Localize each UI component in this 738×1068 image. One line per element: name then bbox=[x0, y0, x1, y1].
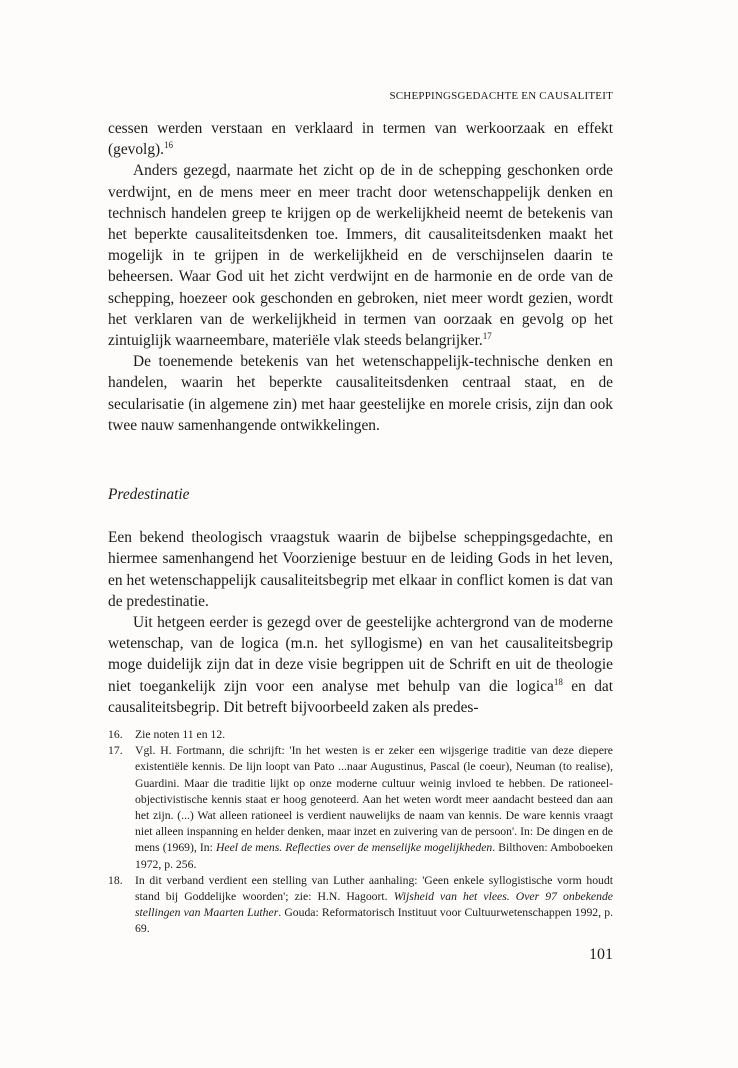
footnote-text: Zie noten 11 en 12. bbox=[135, 728, 226, 741]
footnote bbox=[108, 873, 613, 938]
paragraph: Een bekend theologisch vraagstuk waarin de bijbelse scheppingsgedachte, en hiermee samenhangend het Voorzienige bestuur en de leiding Gods in het leven, en het wetenschappelijk causaliteitsbegrip met elkaar in conflict komen is dat van de predestinatie. bbox=[108, 529, 613, 610]
paragraph: Uit hetgeen eerder is gezegd over de geestelijke achtergrond van de moderne wetenschap, van de logica (m.n. het syllogisme) en van het causaliteitsbegrip moge duidelijk zijn dat in deze visie begrippen uit de Schrift en uit de theologie niet toegankelijk zijn voor een analyse met behulp van die logica$^{18}$ en dat causaliteitsbegrip. Dit betreft bijvoorbeeld zaken als predes- bbox=[108, 614, 613, 716]
running-header: SCHEPPINGSGEDACHTE EN CAUSALITEIT bbox=[389, 90, 613, 102]
main-text bbox=[108, 118, 613, 718]
book-title: Heel de mens. Reflecties over de menselijke mogelijkheden bbox=[215, 841, 493, 855]
book-title: Wijsheid van het vlees. Over 97 onbekende stellingen van Maarten Luther bbox=[135, 890, 613, 920]
paragraph: Anders gezegd, naarmate het zicht op de in de schepping geschonken orde verdwijnt, en de mens meer en meer tracht door wetenschappelijk denken en technisch handelen greep te krijgen op de werkelijkheid neemt de betekenis van het beperkte causaliteitsdenken toe. Immers, dit causaliteitsdenken maakt het mogelijk in te grijpen in de werkelijkheid en de verschijnselen daarin te beheersen. Waar God uit het zicht verdwijnt en de harmonie en de orde van de schepping, hoezeer ook geschonden en gebroken, niet meer wordt gezien, wordt het verklaren van de werkelijkheid in termen van oorzaak en gevolg op het zintuiglijk waarneembare, materiële vlak steeds belangrijker.$^{17}$ bbox=[108, 162, 613, 350]
footnote-number: 18. bbox=[108, 873, 123, 887]
footnote-ref[interactable]: 18 bbox=[553, 676, 563, 687]
footnote-number: 16. bbox=[108, 728, 123, 741]
section-heading: Predestinatie bbox=[108, 486, 190, 504]
footnote-text: Vgl. H. Fortmann, die schrijft: 'In het westen is er zeker een wijsgerige traditie van deze diepere existentiële kennis. De lijn loopt van Pato ...naar Augustinus, Pascal (le coeur), Neuman (to realise), Guardini. Maar die traditie lijkt op onze moderne cultuur weinig invloed te hebben. De rationeel-objectivistische kennis staat er hoog genoteerd. Aan het weten wordt meer aandacht besteed dan aan het zijn. (...) Wat alleen rationeel is verdient nauwelijks de naam van kennis. De ware kennis vraagt niet alleen inspanning en helder denken, maar inzet en zuivering van de persoon'. In: De dingen en de mens (1969), In: Heel de mens. Reflecties over de menselijke mogelijkheden. Bilthoven: Amboboeken 1972, p. 256. bbox=[135, 744, 613, 871]
footnote-number: 17. bbox=[108, 744, 123, 758]
paragraph: De toenemende betekenis van het wetenschappelijk-technische denken en handelen, waarin het beperkte causaliteitsdenken centraal staat, en de secularisatie (in algemene zin) met haar geestelijke en morele crisis, zijn dan ook twee nauw samenhangende ontwikkelingen. bbox=[108, 353, 613, 434]
footnote-ref[interactable]: 17 bbox=[482, 331, 492, 342]
footnote-text: In dit verband verdient een stelling van Luther aanhaling: 'Geen enkele syllogistische vorm houdt stand bij Goddelijke woorden'; zie: H.N. Hagoort. Wijsheid van het vlees. Over 97 onbekende stellingen van Maarten Luther. Gouda: Reformatorisch Instituut voor Cultuurwetenschappen 1992, p. 69. bbox=[135, 873, 613, 936]
paragraph: cessen werden verstaan en verklaard in termen van werkoorzaak en effekt (gevolg).$^{16}$ bbox=[108, 120, 613, 159]
footnote bbox=[108, 727, 613, 743]
footnote-ref[interactable]: 16 bbox=[164, 140, 173, 151]
page-number: 101 bbox=[589, 946, 613, 963]
footnote bbox=[108, 743, 613, 873]
footnotes bbox=[108, 727, 613, 938]
